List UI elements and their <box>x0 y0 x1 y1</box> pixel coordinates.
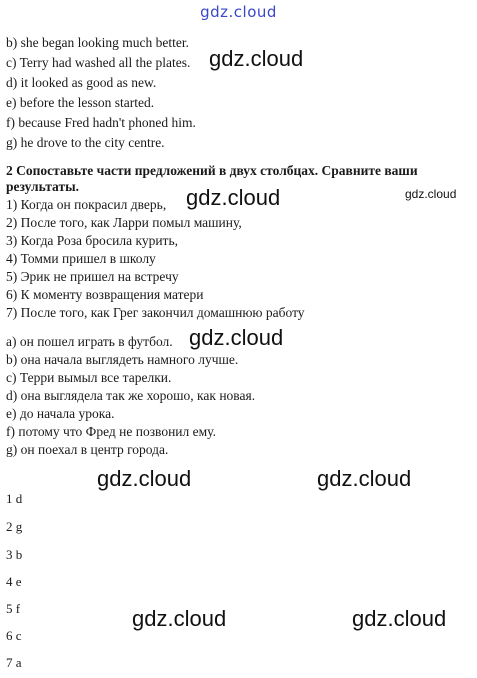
answer-item: 5 f <box>6 601 21 616</box>
watermark: gdz.cloud <box>132 606 227 631</box>
watermark: gdz.cloud <box>317 466 412 491</box>
watermark: gdz.cloud <box>97 466 192 491</box>
watermark-top: gdz.cloud <box>200 3 277 21</box>
second-column-item: b) она начала выглядеть намного лучше. <box>6 352 239 367</box>
first-column-item: 1) Когда он покрасил дверь, <box>6 197 167 212</box>
second-column-item: e) до начала урока. <box>6 406 115 421</box>
english-line: f) because Fred hadn't phoned him. <box>6 115 196 130</box>
first-column-item: 4) Томми пришел в школу <box>6 251 156 266</box>
first-column-item: 6) К моменту возвращения матери <box>6 287 204 302</box>
watermark: gdz.cloud <box>209 46 304 71</box>
second-column-item: a) он пошел играть в футбол. <box>6 334 173 349</box>
english-line: c) Terry had washed all the plates. <box>6 55 191 70</box>
answer-item: 3 b <box>6 547 23 562</box>
english-line: b) she began looking much better. <box>6 35 189 50</box>
answer-item: 1 d <box>6 491 23 506</box>
answer-item: 6 c <box>6 628 22 643</box>
english-line: d) it looked as good as new. <box>6 75 157 90</box>
watermark: gdz.cloud <box>189 325 284 350</box>
answer-item: 2 g <box>6 519 23 534</box>
watermark: gdz.cloud <box>186 185 281 210</box>
first-column-item: 5) Эрик не пришел на встречу <box>6 269 179 284</box>
task-heading: 2 Сопоставьте части предложений в двух столбцах. Сравните ваши результаты. <box>6 163 418 194</box>
first-column-item: 3) Когда Роза бросила курить, <box>6 233 178 248</box>
second-column-item: c) Терри вымыл все тарелки. <box>6 370 172 385</box>
watermark: gdz.cloud <box>352 606 447 631</box>
first-column-item: 2) После того, как Ларри помыл машину, <box>6 215 242 230</box>
english-line: e) before the lesson started. <box>6 95 155 110</box>
answer-item: 4 e <box>6 574 22 589</box>
second-column-item: g) он поехал в центр города. <box>6 442 169 457</box>
first-column-item: 7) После того, как Грег закончил домашнюю работу <box>6 305 305 320</box>
english-line: g) he drove to the city centre. <box>6 135 165 150</box>
answer-item: 7 a <box>6 655 22 670</box>
watermark-small: gdz.cloud <box>405 187 457 201</box>
second-column-item: d) она выглядела так же хорошо, как новая. <box>6 388 256 403</box>
second-column-item: f) потому что Фред не позвонил ему. <box>6 424 216 439</box>
